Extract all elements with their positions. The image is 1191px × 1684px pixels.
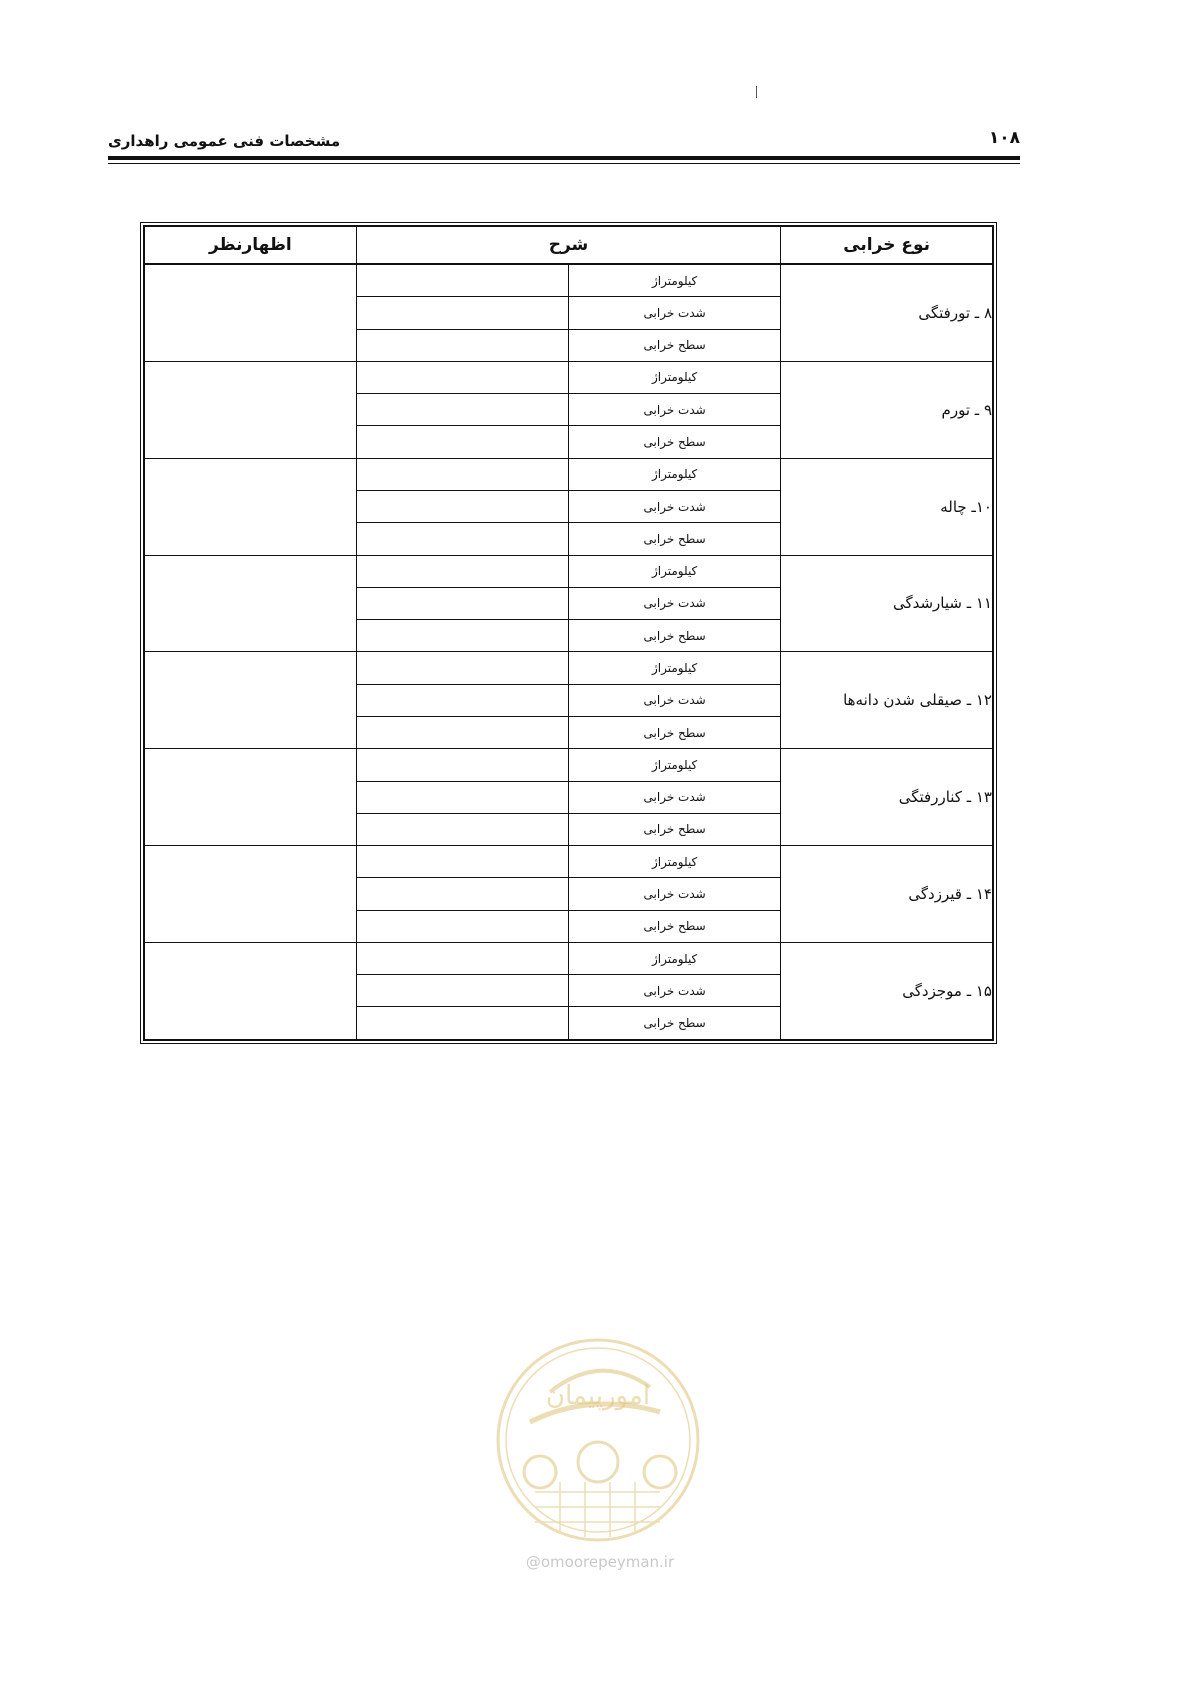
- description-field[interactable]: [356, 426, 568, 458]
- column-header-type: نوع خرابی: [781, 226, 993, 264]
- distress-type: ۱۰ـ چاله: [781, 458, 993, 555]
- description-field[interactable]: [356, 781, 568, 813]
- table-row: [144, 555, 993, 587]
- column-header-description: شرح: [356, 226, 781, 264]
- description-field[interactable]: [356, 523, 568, 555]
- distress-table: [143, 225, 994, 1041]
- page-number: ۱۰۸: [988, 128, 1020, 148]
- description-field[interactable]: [356, 846, 568, 878]
- sub-label: شدت خرابی: [569, 394, 781, 426]
- sub-label: سطح خرابی: [569, 329, 781, 361]
- sub-label: سطح خرابی: [569, 910, 781, 942]
- description-field[interactable]: [356, 1007, 568, 1040]
- distress-type: ۹ ـ تورم: [781, 361, 993, 458]
- header-rule: [108, 156, 1020, 160]
- description-field[interactable]: [356, 329, 568, 361]
- description-field[interactable]: [356, 297, 568, 329]
- opinion-field[interactable]: [144, 942, 356, 1040]
- table-row: [144, 846, 993, 878]
- sub-label: کیلومتراژ: [569, 361, 781, 393]
- column-header-opinion: اظهارنظر: [144, 226, 356, 264]
- sub-label: شدت خرابی: [569, 781, 781, 813]
- sub-label: شدت خرابی: [569, 587, 781, 619]
- table-row: [144, 264, 993, 297]
- description-field[interactable]: [356, 652, 568, 684]
- description-field[interactable]: [356, 749, 568, 781]
- distress-type: ۱۴ ـ قیرزدگی: [781, 846, 993, 943]
- sub-label: سطح خرابی: [569, 716, 781, 748]
- sub-label: سطح خرابی: [569, 523, 781, 555]
- header-title: مشخصات فنی عمومی راهداری: [108, 132, 341, 150]
- opinion-field[interactable]: [144, 264, 356, 361]
- watermark-logo: [490, 1332, 706, 1548]
- description-field[interactable]: [356, 942, 568, 974]
- opinion-field[interactable]: [144, 555, 356, 652]
- sub-label: کیلومتراژ: [569, 458, 781, 490]
- header-rule-thin: [108, 163, 1020, 164]
- sub-label: کیلومتراژ: [569, 846, 781, 878]
- sub-label: سطح خرابی: [569, 426, 781, 458]
- opinion-field[interactable]: [144, 846, 356, 943]
- sub-label: شدت خرابی: [569, 878, 781, 910]
- distress-type: ۸ ـ تورفتگی: [781, 264, 993, 361]
- description-field[interactable]: [356, 587, 568, 619]
- description-field[interactable]: [356, 684, 568, 716]
- table-body: [144, 264, 993, 1040]
- watermark-logo-text: امورپیمان: [545, 1381, 651, 1411]
- table-row: [144, 458, 993, 490]
- description-field[interactable]: [356, 975, 568, 1007]
- sub-label: کیلومتراژ: [569, 555, 781, 587]
- description-field[interactable]: [356, 264, 568, 297]
- distress-type: ۱۱ ـ شیارشدگی: [781, 555, 993, 652]
- sub-label: سطح خرابی: [569, 620, 781, 652]
- sub-label: شدت خرابی: [569, 490, 781, 522]
- description-field[interactable]: [356, 490, 568, 522]
- description-field[interactable]: [356, 878, 568, 910]
- sub-label: کیلومتراژ: [569, 652, 781, 684]
- opinion-field[interactable]: [144, 361, 356, 458]
- description-field[interactable]: [356, 716, 568, 748]
- sub-label: سطح خرابی: [569, 813, 781, 845]
- table-header-row: [144, 226, 993, 264]
- sub-label: کیلومتراژ: [569, 264, 781, 297]
- distress-type: ۱۳ ـ کناررفتگی: [781, 749, 993, 846]
- description-field[interactable]: [356, 394, 568, 426]
- table-row: [144, 652, 993, 684]
- watermark-site: @omoorepeyman.ir: [525, 1553, 675, 1571]
- sub-label: شدت خرابی: [569, 297, 781, 329]
- description-field[interactable]: [356, 910, 568, 942]
- description-field[interactable]: [356, 458, 568, 490]
- scan-mark: [756, 86, 757, 98]
- sub-label: کیلومتراژ: [569, 942, 781, 974]
- distress-type: ۱۵ ـ موجزدگی: [781, 942, 993, 1040]
- page-header: [108, 128, 1020, 168]
- sub-label: کیلومتراژ: [569, 749, 781, 781]
- table-row: [144, 942, 993, 974]
- sub-label: شدت خرابی: [569, 684, 781, 716]
- opinion-field[interactable]: [144, 652, 356, 749]
- table-row: [144, 361, 993, 393]
- opinion-field[interactable]: [144, 458, 356, 555]
- distress-type: ۱۲ ـ صیقلی شدن دانه‌ها: [781, 652, 993, 749]
- sub-label: شدت خرابی: [569, 975, 781, 1007]
- opinion-field[interactable]: [144, 749, 356, 846]
- table-row: [144, 749, 993, 781]
- description-field[interactable]: [356, 813, 568, 845]
- description-field[interactable]: [356, 620, 568, 652]
- sub-label: سطح خرابی: [569, 1007, 781, 1040]
- description-field[interactable]: [356, 361, 568, 393]
- description-field[interactable]: [356, 555, 568, 587]
